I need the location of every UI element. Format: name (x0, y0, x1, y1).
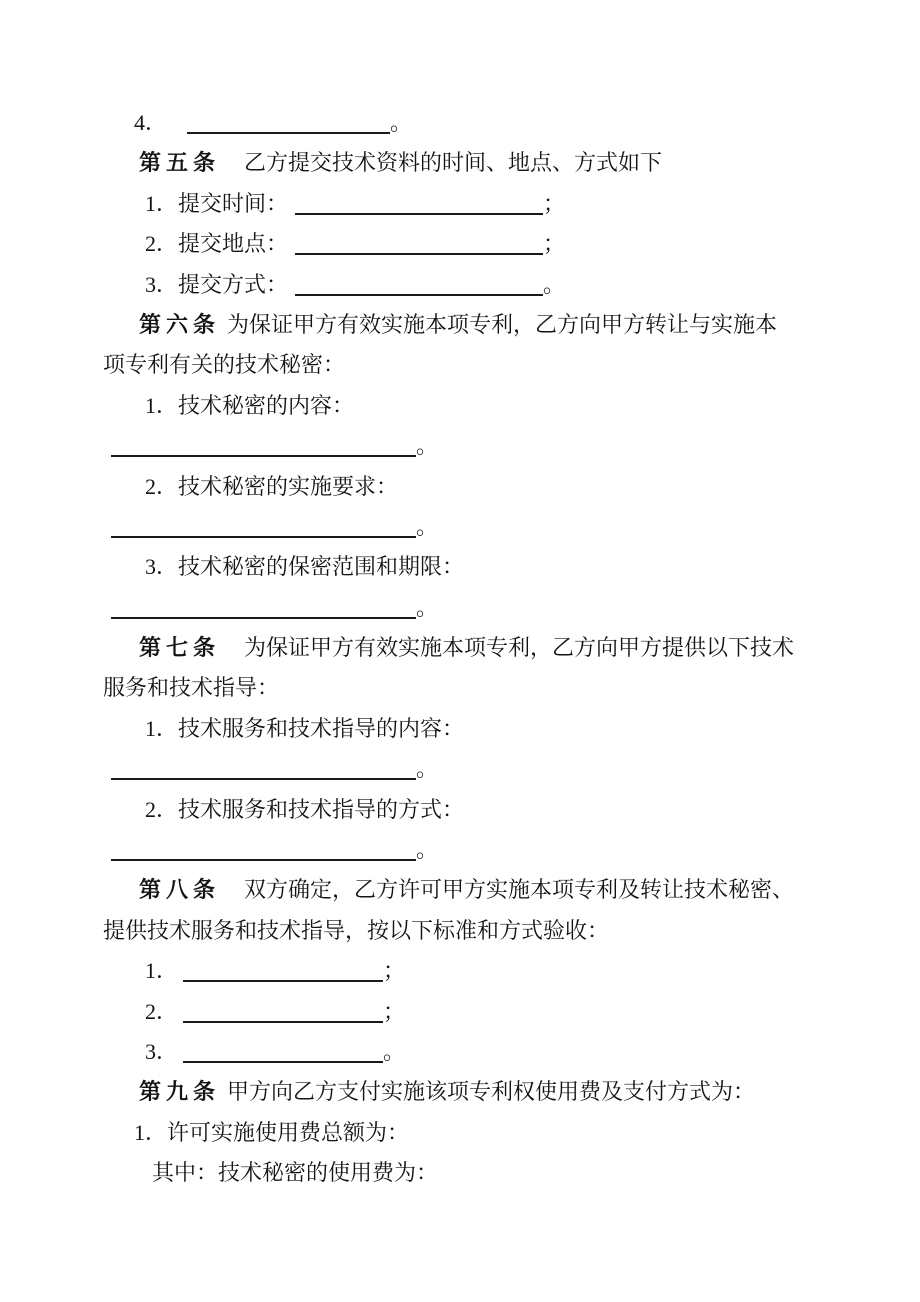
doc-line-text (103, 345, 840, 385)
item-label: 技术服务和技术指导的方式： (178, 796, 465, 822)
doc-line-item (103, 1113, 840, 1153)
clause-number: 第八条 (139, 877, 221, 903)
clause-text: 甲方向乙方支付实施该项专利权使用费及支付方式为： (227, 1079, 756, 1105)
punctuation: 。 (383, 1038, 406, 1064)
clause-text: 为保证甲方有效实施本项专利，乙方向甲方转让与实施本 (227, 311, 778, 337)
item-label: 技术秘密的实施要求： (178, 473, 399, 499)
fill-in-blank (111, 435, 416, 457)
doc-line-item (103, 184, 840, 224)
doc-line-text (103, 1153, 840, 1193)
doc-line-item (103, 951, 840, 991)
clause-heading-5 (103, 143, 840, 183)
doc-line-blank (103, 749, 840, 789)
item-label: 技术秘密的内容： (178, 392, 355, 418)
clause-heading-7 (103, 628, 840, 668)
item-number: 1． (145, 715, 179, 741)
fill-in-blank (111, 758, 416, 780)
clause-heading-9 (103, 1072, 840, 1112)
fill-in-blank (295, 193, 543, 215)
item-number: 1． (145, 958, 179, 984)
item-number: 1． (145, 392, 179, 418)
item-number: 2． (145, 231, 179, 257)
doc-line-item-4 (103, 103, 840, 143)
punctuation: 。 (390, 110, 413, 135)
doc-line-item (103, 992, 840, 1032)
item-number: 3． (145, 554, 179, 580)
doc-line-item (103, 709, 840, 749)
punctuation: 。 (416, 513, 439, 539)
doc-line-item (103, 224, 840, 264)
doc-line-blank (103, 426, 840, 466)
doc-line-text (103, 668, 840, 708)
item-number: 1． (145, 190, 179, 216)
item-label: 提交方式： (178, 271, 289, 297)
item-label: 提交地点： (178, 231, 289, 257)
item-number: 3． (145, 1038, 179, 1064)
item-number: 1． (134, 1119, 168, 1145)
clause-heading-8 (103, 870, 840, 910)
doc-line-item (103, 467, 840, 507)
item-number: 4． (134, 110, 168, 135)
clause-heading-6 (103, 305, 840, 345)
punctuation: 。 (416, 837, 439, 863)
punctuation: 。 (543, 271, 566, 297)
fill-in-blank (187, 112, 390, 134)
doc-line-blank (103, 830, 840, 870)
item-label: 技术服务和技术指导的内容： (178, 715, 465, 741)
item-label: 技术秘密的保密范围和期限： (178, 554, 465, 580)
fill-in-blank (183, 1041, 383, 1063)
item-number: 2． (145, 473, 179, 499)
clause-text: 乙方提交技术资料的时间、地点、方式如下 (244, 150, 663, 176)
punctuation: ； (543, 231, 566, 257)
clause-number: 第九条 (139, 1079, 221, 1105)
punctuation: 。 (416, 756, 439, 782)
fill-in-blank (295, 233, 543, 255)
clause-text: 双方确定，乙方许可甲方实施本项专利及转让技术秘密、 (244, 877, 795, 903)
doc-line-item (103, 265, 840, 305)
clause-number: 第五条 (139, 150, 221, 176)
doc-line-item (103, 547, 840, 587)
punctuation: ； (383, 958, 406, 984)
item-number: 2． (145, 998, 179, 1024)
clause-text: 服务和技术指导： (103, 675, 280, 701)
fill-in-blank (295, 274, 543, 296)
clause-text: 为保证甲方有效实施本项专利，乙方向甲方提供以下技术 (244, 635, 795, 661)
doc-line-blank (103, 588, 840, 628)
item-label: 许可实施使用费总额为： (167, 1119, 410, 1145)
punctuation: ； (543, 190, 566, 216)
clause-text: 其中：技术秘密的使用费为： (152, 1160, 439, 1186)
fill-in-blank (111, 516, 416, 538)
punctuation: 。 (416, 433, 439, 459)
fill-in-blank (183, 1001, 383, 1023)
fill-in-blank (111, 597, 416, 619)
item-number: 2． (145, 796, 179, 822)
punctuation: ； (383, 998, 406, 1024)
doc-line-blank (103, 507, 840, 547)
doc-line-item (103, 790, 840, 830)
fill-in-blank (111, 839, 416, 861)
clause-text: 提供技术服务和技术指导，按以下标准和方式验收： (103, 917, 610, 943)
punctuation: 。 (416, 594, 439, 620)
item-number: 3． (145, 271, 179, 297)
doc-line-text (103, 911, 840, 951)
fill-in-blank (183, 960, 383, 982)
doc-line-item (103, 1032, 840, 1072)
doc-line-item (103, 386, 840, 426)
clause-text: 项专利有关的技术秘密： (103, 352, 346, 378)
clause-number: 第七条 (139, 635, 221, 661)
clause-number: 第六条 (139, 311, 221, 337)
item-label: 提交时间： (178, 190, 289, 216)
